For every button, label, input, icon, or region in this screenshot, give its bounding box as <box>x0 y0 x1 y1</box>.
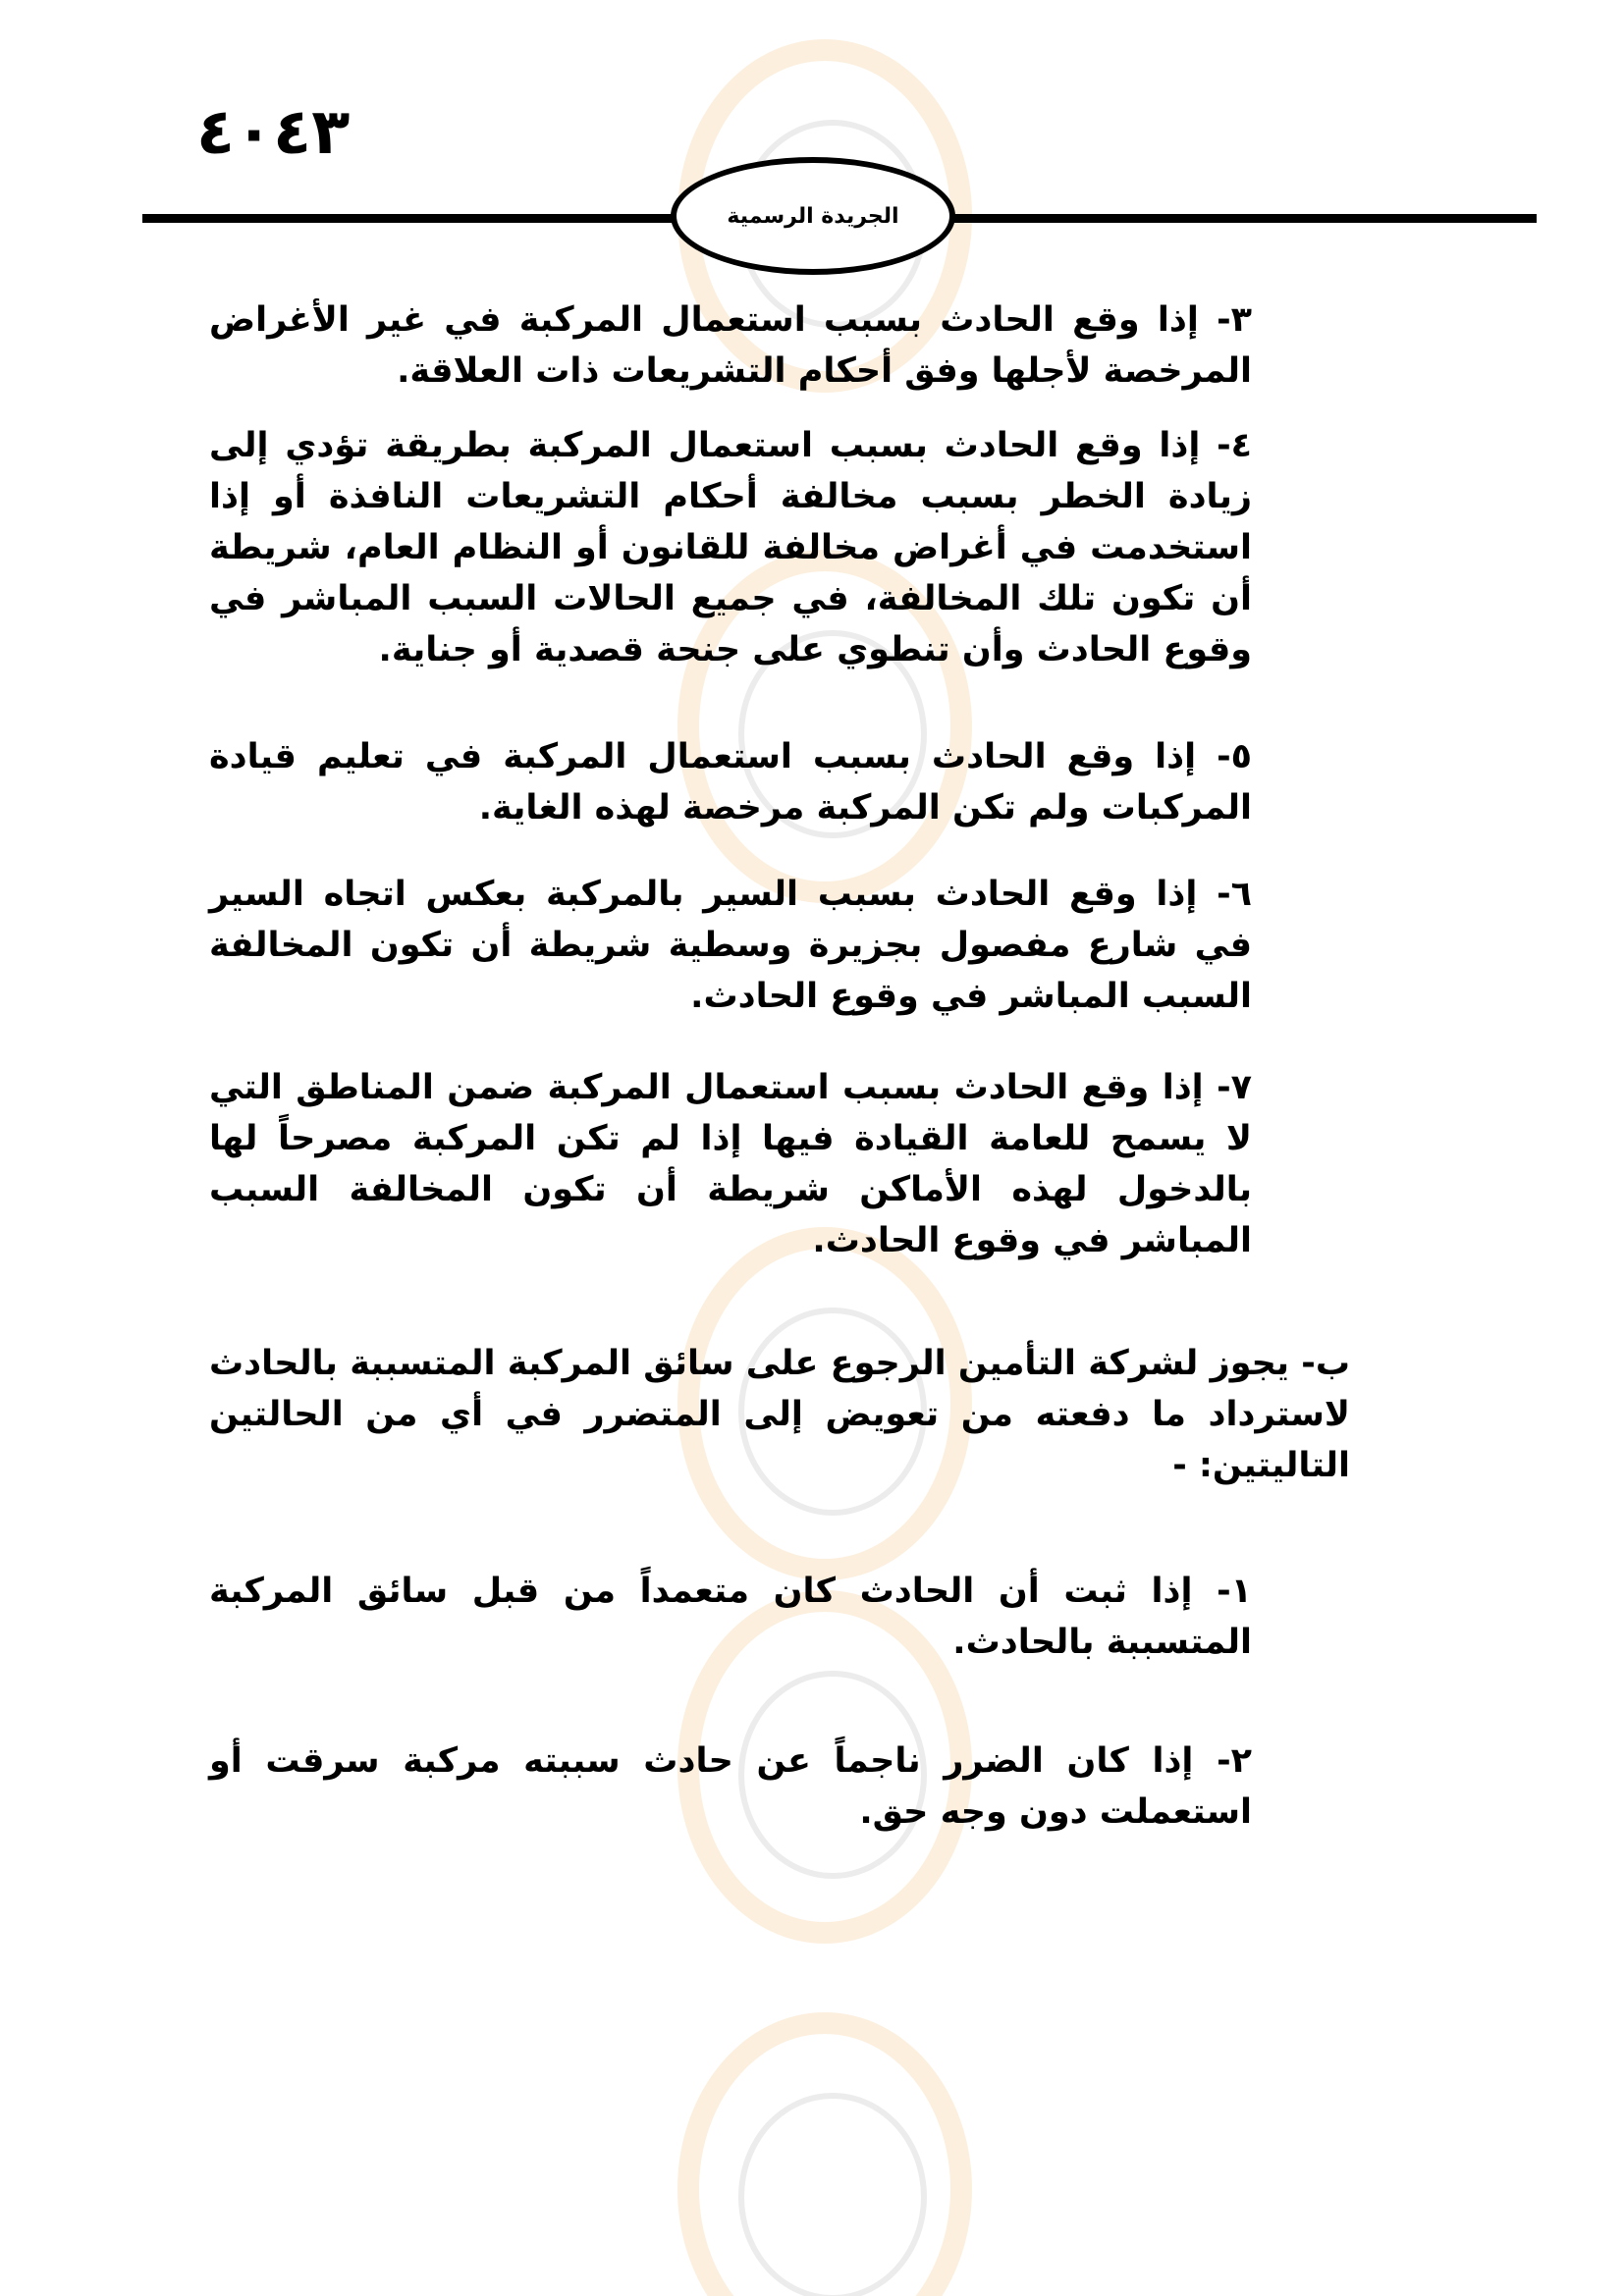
clause-text: إذا وقع الحادث بسبب استعمال المركبة في غير الأغراض المرخصة لأجلها وفق أحكام التشريعات ذات العلاقة. <box>209 300 1252 391</box>
clause-text: إذا وقع الحادث بسبب السير بالمركبة بعكس اتجاه السير في شارع مفصول بجزيرة وسطية شريطة أن تكون المخالفة السبب المباشر في وقوع الحادث. <box>209 875 1252 1016</box>
clause-text: إذا كان الضرر ناجماً عن حادث سببته مركبة سرقت أو استعملت دون وجه حق. <box>209 1741 1252 1832</box>
watermark-logo <box>677 2012 972 2296</box>
page-number: ٤٠٤٣ <box>196 96 351 169</box>
clause-number: ١- <box>1217 1572 1253 1611</box>
clause-7 <box>209 1062 1252 1266</box>
section-label: ب- <box>1301 1344 1350 1383</box>
clause-6 <box>209 869 1252 1022</box>
clause-text: إذا ثبت أن الحادث كان متعمداً من قبل سائق المركبة المتسببة بالحادث. <box>209 1572 1252 1662</box>
section-b <box>209 1338 1350 1491</box>
section-text: يجوز لشركة التأمين الرجوع على سائق المركبة المتسببة بالحادث لاسترداد ما دفعته من تعويض إلى المتضرر في أي من الحالتين التاليتين: - <box>209 1344 1350 1485</box>
clause-number: ٦- <box>1217 875 1253 914</box>
clause-4 <box>209 420 1252 675</box>
header-emblem <box>671 157 955 275</box>
clause-text: إذا وقع الحادث بسبب استعمال المركبة ضمن المناطق التي لا يسمح للعامة القيادة فيها إذا لم تكن المركبة مصرحاً لها بالدخول لهذه الأماكن شريطة أن تكون المخالفة السبب المباشر في وقوع الحادث. <box>209 1068 1252 1260</box>
clause-5 <box>209 731 1252 833</box>
gazette-title: الجريدة الرسمية <box>727 203 899 229</box>
clause-number: ٥- <box>1217 737 1252 776</box>
sub-clause-1 <box>209 1566 1252 1668</box>
clause-3 <box>209 294 1252 397</box>
clause-number: ٢- <box>1217 1741 1252 1781</box>
clause-number: ٧- <box>1217 1068 1253 1107</box>
clause-number: ٣- <box>1217 300 1253 340</box>
clause-text: إذا وقع الحادث بسبب استعمال المركبة بطريقة تؤدي إلى زيادة الخطر بسبب مخالفة أحكام التشريعات النافذة أو إذا استخدمت في أغراض مخالفة للقانون أو النظام العام، شريطة أن تكون تلك المخالفة، في جميع الحالات السبب المباشر في وقوع الحادث وأن تنطوي على جنحة قصدية أو جناية. <box>209 426 1252 669</box>
clause-number: ٤- <box>1217 426 1253 465</box>
sub-clause-2 <box>209 1735 1252 1838</box>
clause-text: إذا وقع الحادث بسبب استعمال المركبة في تعليم قيادة المركبات ولم تكن المركبة مرخصة لهذه الغاية. <box>209 737 1252 828</box>
